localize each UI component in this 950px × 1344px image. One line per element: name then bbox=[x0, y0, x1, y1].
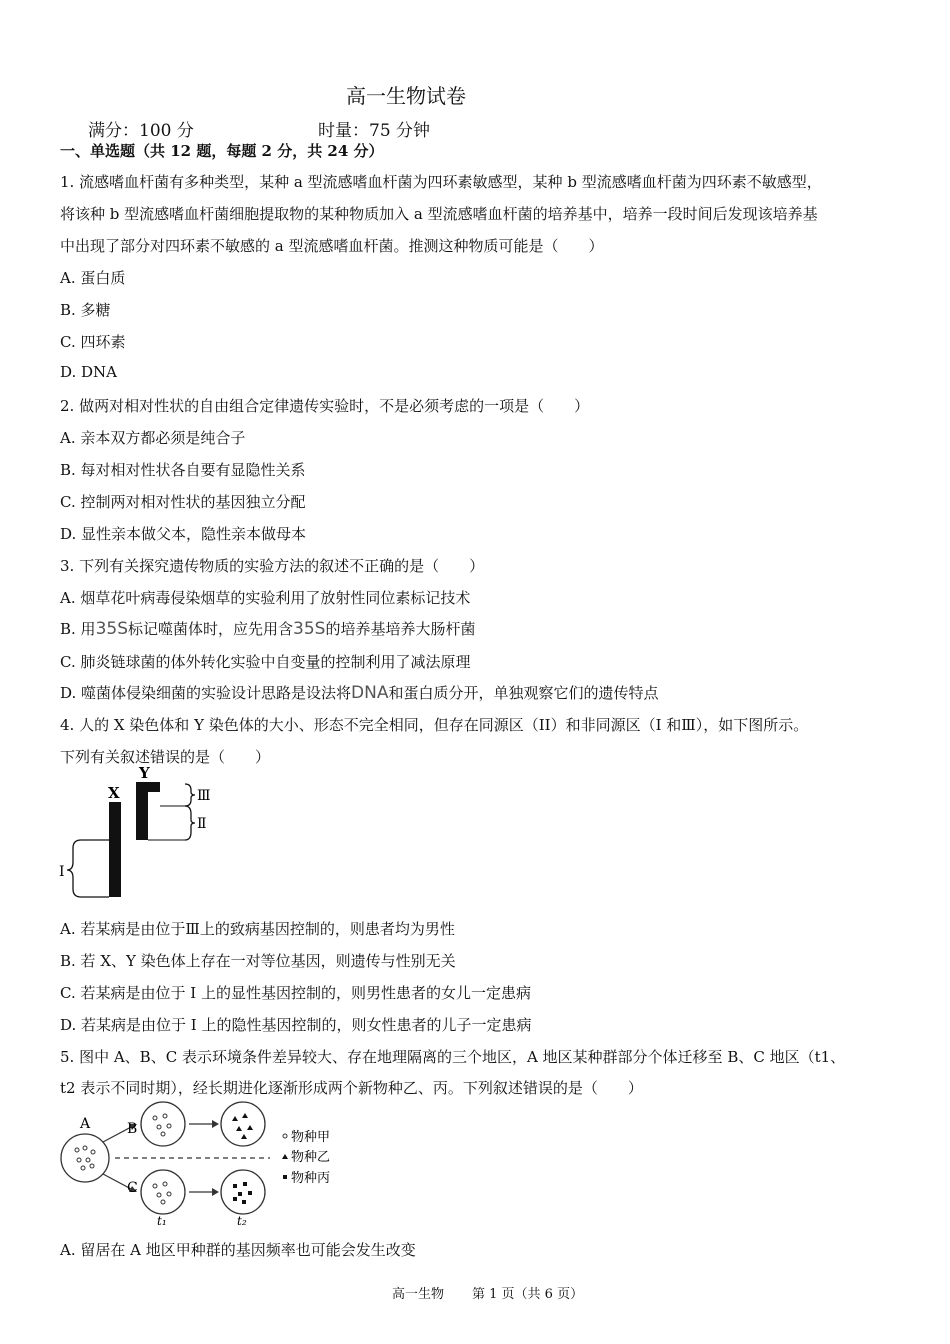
question-4-line-2: 下列有关叙述错误的是（ ） bbox=[60, 748, 271, 766]
region-2-label: Ⅱ bbox=[197, 816, 207, 832]
option-d-text-2: 和蛋白质分开，单独观察它们的遗传特点 bbox=[388, 684, 659, 702]
question-3-stem: 3. 下列有关探究遗传物质的实验方法的叙述不正确的是（ ） bbox=[60, 557, 485, 575]
region-b-t1-circle bbox=[141, 1102, 185, 1146]
question-3-option-d bbox=[60, 682, 658, 703]
question-5-option-a: A. 留居在 A 地区甲种群的基因频率也可能会发生改变 bbox=[60, 1241, 416, 1259]
question-2-option-a: A. 亲本双方都必须是纯合子 bbox=[60, 429, 246, 447]
question-1-line-1: 1. 流感嗜血杆菌有多种类型，某种 a 型流感嗜血杆菌为四环素敏感型，某种 b 型流感嗜血杆菌为四环素不敏感型， bbox=[60, 173, 822, 191]
dna-label: DNA bbox=[351, 683, 389, 703]
brace-2 bbox=[185, 806, 195, 840]
t2-label: t₂ bbox=[237, 1214, 247, 1228]
question-4-option-a: A. 若某病是由位于Ⅲ上的致病基因控制的，则患者均为男性 bbox=[60, 920, 455, 938]
region-c-t1-circle bbox=[141, 1170, 185, 1214]
region-1-label: I bbox=[59, 864, 65, 880]
y-label: Y bbox=[139, 764, 150, 782]
question-1-line-2: 将该种 b 型流感嗜血杆菌细胞提取物的某种物质加入 a 型流感嗜血杆菌的培养基中，培养一段时间后发现该培养基 bbox=[60, 205, 818, 223]
legend-bing-marker bbox=[283, 1175, 287, 1179]
brace-1 bbox=[67, 840, 109, 897]
question-2-option-b: B. 每对相对性状各自要有显隐性关系 bbox=[60, 461, 306, 479]
question-3-option-b bbox=[60, 618, 475, 639]
question-3-option-a: A. 烟草花叶病毒侵染烟草的实验利用了放射性同位素标记技术 bbox=[60, 589, 471, 607]
legend-yi: 物种乙 bbox=[291, 1150, 331, 1165]
x-label: X bbox=[108, 784, 120, 802]
option-b-text-1: B. 用 bbox=[60, 620, 96, 638]
option-d-text-1: D. 噬菌体侵染细菌的实验设计思路是设法将 bbox=[60, 684, 352, 702]
question-1-option-d: D. DNA bbox=[60, 363, 118, 381]
species-jia-dots bbox=[75, 1146, 95, 1170]
region-3-label: Ⅲ bbox=[197, 788, 211, 804]
t1-label: t₁ bbox=[157, 1214, 167, 1228]
footer-page: 第 1 页（共 6 页） bbox=[472, 1287, 584, 1302]
question-2-option-d: D. 显性亲本做父本，隐性亲本做母本 bbox=[60, 525, 307, 543]
speciation-diagram bbox=[55, 1100, 355, 1230]
isotope-label: 35S bbox=[293, 619, 326, 639]
question-4-line-1: 4. 人的 X 染色体和 Y 染色体的大小、形态不完全相同，但存在同源区（II）和非同源区（I 和Ⅲ），如下图所示。 bbox=[60, 716, 809, 734]
brace-3 bbox=[185, 784, 195, 806]
legend-bing: 物种丙 bbox=[291, 1171, 331, 1186]
isotope-label: 35S bbox=[95, 619, 128, 639]
section-title: 一、单选题（共 12 题，每题 2 分，共 24 分） bbox=[60, 142, 384, 160]
x-chromosome bbox=[109, 802, 121, 897]
footer-subject: 高一生物 bbox=[392, 1287, 445, 1302]
region-b-t2-circle bbox=[221, 1102, 265, 1146]
question-4-option-d: D. 若某病是由位于 I 上的隐性基因控制的，则女性患者的儿子一定患病 bbox=[60, 1016, 532, 1034]
question-5-line-2: t2 表示不同时期），经长期进化逐渐形成两个新物种乙、丙。下列叙述错误的是（ ） bbox=[60, 1079, 643, 1097]
region-b-label: B bbox=[127, 1121, 138, 1137]
option-b-text-3: 的培养基培养大肠杆菌 bbox=[325, 620, 476, 638]
question-4-option-c: C. 若某病是由位于 I 上的显性基因控制的，则男性患者的女儿一定患病 bbox=[60, 984, 531, 1002]
question-5-line-1: 5. 图中 A、B、C 表示环境条件差异较大、存在地理隔离的三个地区，A 地区某种群部分个体迁移至 B、C 地区（t1、 bbox=[60, 1048, 846, 1066]
region-c-t2-circle bbox=[221, 1170, 265, 1214]
question-2-option-c: C. 控制两对相对性状的基因独立分配 bbox=[60, 493, 306, 511]
time-limit: 时量：75 分钟 bbox=[318, 121, 431, 141]
legend-jia-marker bbox=[283, 1134, 287, 1138]
region-a-circle bbox=[61, 1134, 109, 1182]
question-1-option-a: A. 蛋白质 bbox=[60, 269, 126, 287]
legend-yi-marker bbox=[282, 1154, 288, 1159]
question-2-stem: 2. 做两对相对性状的自由组合定律遗传实验时，不是必须考虑的一项是（ ） bbox=[60, 397, 590, 415]
question-1-option-b: B. 多糖 bbox=[60, 301, 111, 319]
region-a-label: A bbox=[80, 1116, 91, 1132]
option-b-text-2: 标记噬菌体时，应先用含 bbox=[128, 620, 294, 638]
page-title: 高一生物试卷 bbox=[346, 84, 466, 108]
legend-jia: 物种甲 bbox=[291, 1130, 331, 1145]
question-4-option-b: B. 若 X、Y 染色体上存在一对等位基因，则遗传与性别无关 bbox=[60, 952, 456, 970]
question-1-line-3: 中出现了部分对四环素不敏感的 a 型流感嗜血杆菌。推测这种物质可能是（ ） bbox=[60, 237, 604, 255]
y-chromosome-cap bbox=[136, 782, 160, 792]
question-3-option-c: C. 肺炎链球菌的体外转化实验中自变量的控制利用了减法原理 bbox=[60, 653, 471, 671]
chromosome-diagram bbox=[55, 762, 235, 907]
region-c-label: C bbox=[127, 1180, 138, 1196]
question-1-option-c: C. 四环素 bbox=[60, 333, 126, 351]
full-score: 满分：100 分 bbox=[88, 121, 194, 141]
